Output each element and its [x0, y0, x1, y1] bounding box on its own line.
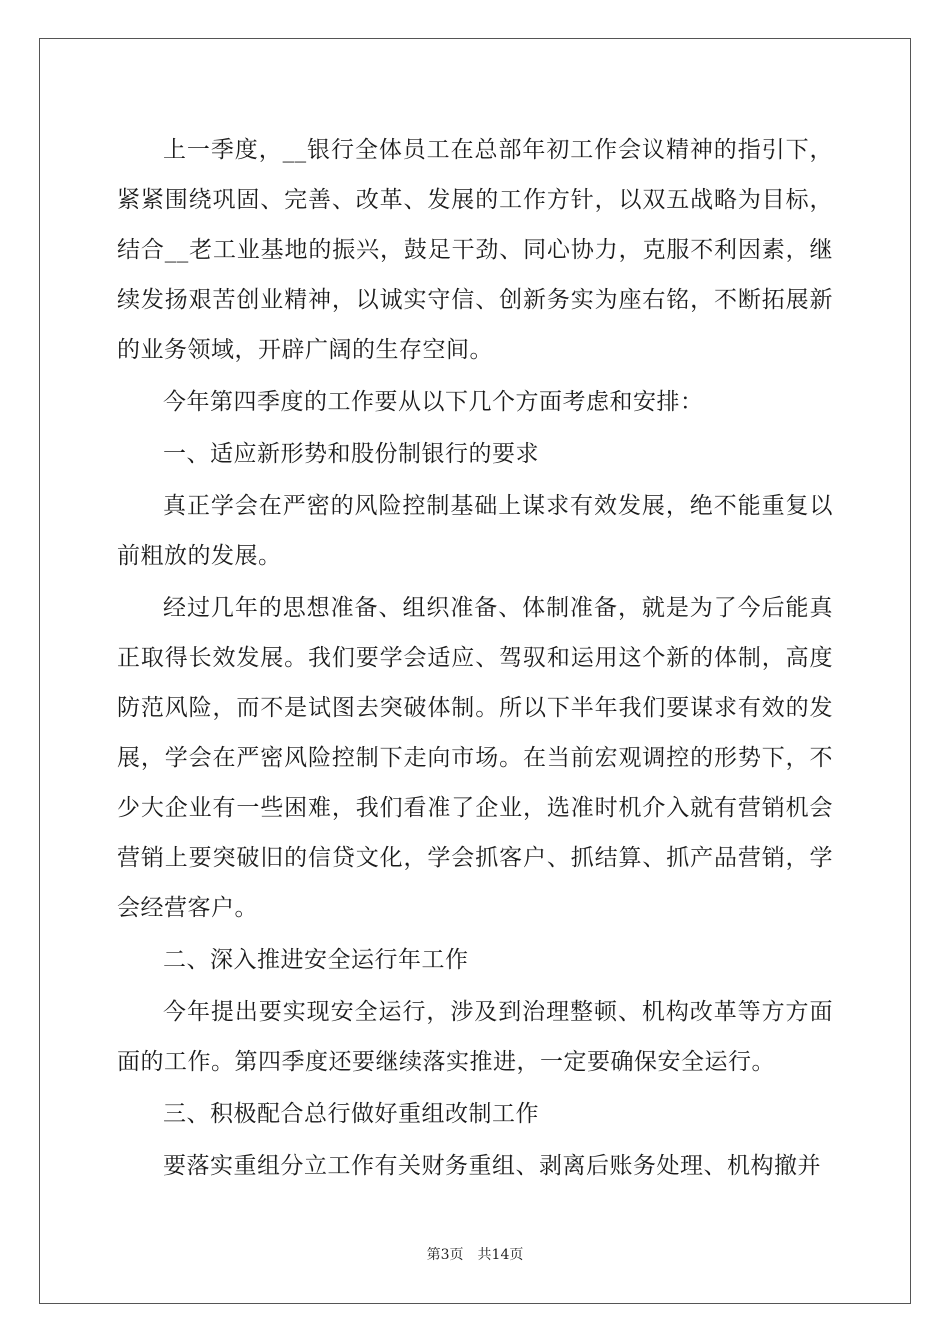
document-body — [117, 125, 833, 1193]
section-heading-3: 三、积极配合总行做好重组改制工作 — [163, 1101, 539, 1127]
paragraph-intro: 上一季度，__银行全体员工在总部年初工作会议精神的指引下，紧紧围绕巩固、完善、改革、发展的工作方针，以双五战略为目标，结合__老工业基地的振兴，鼓足干劲、同心协力，克服不利因素，继续发扬艰苦创业精神，以诚实守信、创新务实为座右铭，不断拓展新的业务领域，开辟广阔的生存空间。 — [117, 137, 833, 363]
paragraph-q4-plan: 今年第四季度的工作要从以下几个方面考虑和安排： — [163, 389, 704, 415]
page-footer — [0, 1246, 950, 1264]
paragraph-safe-operation: 今年提出要实现安全运行，涉及到治理整顿、机构改革等方方面面的工作。第四季度还要继续落实推进，一定要确保安全运行。 — [117, 999, 833, 1075]
paragraph-restructure: 要落实重组分立工作有关财务重组、剥离后账务处理、机构撤并 — [163, 1153, 821, 1179]
page-total: 共14页 — [477, 1247, 524, 1263]
section-heading-2: 二、深入推进安全运行年工作 — [163, 947, 469, 973]
paragraph-risk-control: 真正学会在严密的风险控制基础上谋求有效发展，绝不能重复以前粗放的发展。 — [117, 493, 833, 569]
section-heading-1: 一、适应新形势和股份制银行的要求 — [163, 441, 539, 467]
page-number: 第3页 — [426, 1247, 464, 1263]
paragraph-development: 经过几年的思想准备、组织准备、体制准备，就是为了今后能真正取得长效发展。我们要学会适应、驾驭和运用这个新的体制，高度防范风险，而不是试图去突破体制。所以下半年我们要谋求有效的发展，学会在严密风险控制下走向市场。在当前宏观调控的形势下，不少大企业有一些困难，我们看准了企业，选准时机介入就有营销机会营销上要突破旧的信贷文化，学会抓客户、抓结算、抓产品营销，学会经营客户。 — [117, 595, 833, 921]
